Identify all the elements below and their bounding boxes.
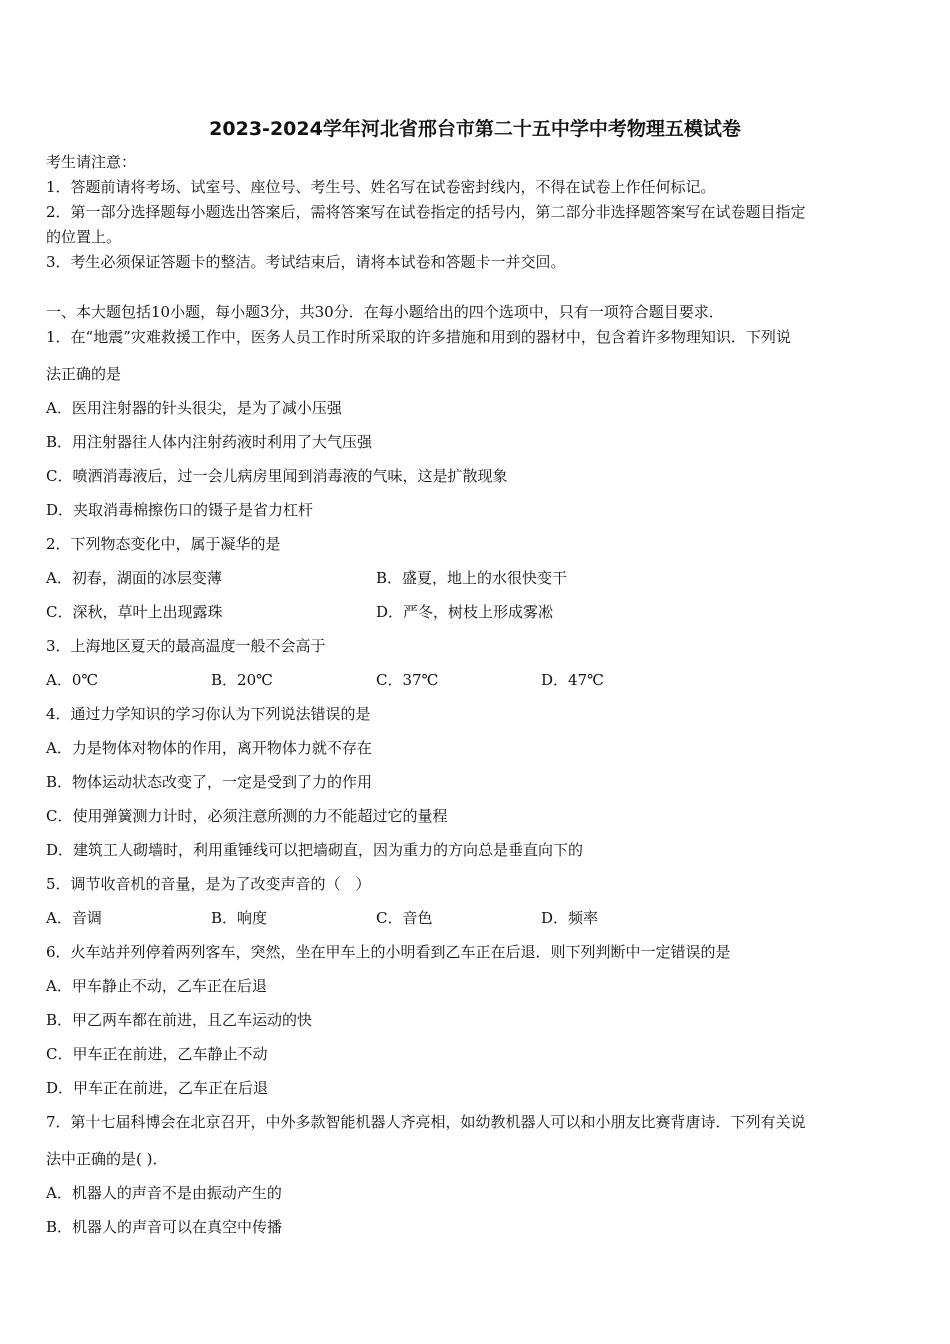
notice-item-2-cont: 的位置上。 xyxy=(46,228,122,246)
q4-option-c: C．使用弹簧测力计时，必须注意所测的力不能超过它的量程 xyxy=(46,807,448,825)
q6-stem: 6．火车站并列停着两列客车，突然，坐在甲车上的小明看到乙车正在后退．则下列判断中一定错误的是 xyxy=(46,943,731,961)
q6-option-a: A．甲车静止不动，乙车正在后退 xyxy=(46,977,267,995)
q4-option-a: A．力是物体对物体的作用，离开物体力就不存在 xyxy=(46,739,372,757)
q4-stem: 4．通过力学知识的学习你认为下列说法错误的是 xyxy=(46,705,371,723)
q7-option-a: A．机器人的声音不是由振动产生的 xyxy=(46,1184,282,1202)
q1-option-c: C．喷洒消毒液后，过一会儿病房里闻到消毒液的气味，这是扩散现象 xyxy=(46,467,508,485)
q4-option-d: D．建筑工人砌墙时，利用重锤线可以把墙砌直，因为重力的方向总是垂直向下的 xyxy=(46,841,584,859)
q7-option-b: B．机器人的声音可以在真空中传播 xyxy=(46,1218,283,1236)
q6-option-d: D．甲车正在前进，乙车正在后退 xyxy=(46,1079,269,1097)
q3-option-b: B．20℃ xyxy=(211,671,273,689)
q7-stem: 7．第十七届科博会在北京召开，中外多款智能机器人齐亮相，如幼教机器人可以和小朋友比赛背唐诗．下列有关说 xyxy=(46,1113,806,1131)
q3-option-d: D．47℃ xyxy=(541,671,604,689)
notice-item-1: 1．答题前请将考场、试室号、座位号、考生号、姓名写在试卷密封线内，不得在试卷上作任何标记。 xyxy=(46,178,716,196)
q1-option-a: A．医用注射器的针头很尖，是为了减小压强 xyxy=(46,399,342,417)
q1-option-b: B．用注射器往人体内注射药液时利用了大气压强 xyxy=(46,433,373,451)
notice-item-3: 3．考生必须保证答题卡的整洁。考试结束后，请将本试卷和答题卡一并交回。 xyxy=(46,253,566,271)
q5-option-d: D．频率 xyxy=(541,909,599,927)
q1-stem: 1．在“地震”灾难救援工作中，医务人员工作时所采取的许多措施和用到的器材中，包含着许多物理知识．下列说 xyxy=(46,328,791,346)
q6-option-c: C．甲车正在前进，乙车静止不动 xyxy=(46,1045,268,1063)
q5-stem: 5．调节收音机的音量，是为了改变声音的（ ） xyxy=(46,875,371,893)
q5-option-a: A．音调 xyxy=(46,909,102,927)
q2-option-d: D．严冬，树枝上形成雾凇 xyxy=(376,603,554,621)
q2-option-a: A．初春，湖面的冰层变薄 xyxy=(46,569,222,587)
q7-stem-cont: 法中正确的是( )． xyxy=(46,1150,168,1168)
notice-item-2: 2．第一部分选择题每小题选出答案后，需将答案写在试卷指定的括号内，第二部分非选择题答案写在试卷题目指定 xyxy=(46,203,806,221)
notice-heading: 考生请注意： xyxy=(46,153,137,171)
q3-option-a: A．0℃ xyxy=(46,671,99,689)
q5-option-c: C．音色 xyxy=(376,909,433,927)
q1-option-d: D．夹取消毒棉擦伤口的镊子是省力杠杆 xyxy=(46,501,314,519)
page-title: 2023-2024学年河北省邢台市第二十五中学中考物理五模试卷 xyxy=(209,118,741,140)
q5-option-b: B．响度 xyxy=(211,909,268,927)
q2-option-c: C．深秋，草叶上出现露珠 xyxy=(46,603,223,621)
q2-stem: 2．下列物态变化中，属于凝华的是 xyxy=(46,535,281,553)
q1-stem-cont: 法正确的是 xyxy=(46,365,122,383)
q6-option-b: B．甲乙两车都在前进，且乙车运动的快 xyxy=(46,1011,313,1029)
q3-option-c: C．37℃ xyxy=(376,671,439,689)
q4-option-b: B．物体运动状态改变了，一定是受到了力的作用 xyxy=(46,773,373,791)
q2-option-b: B．盛夏，地上的水很快变干 xyxy=(376,569,568,587)
q3-stem: 3．上海地区夏天的最高温度一般不会高于 xyxy=(46,637,326,655)
section-heading: 一、本大题包括10小题，每小题3分，共30分．在每小题给出的四个选项中，只有一项符合题目要求． xyxy=(46,303,724,321)
